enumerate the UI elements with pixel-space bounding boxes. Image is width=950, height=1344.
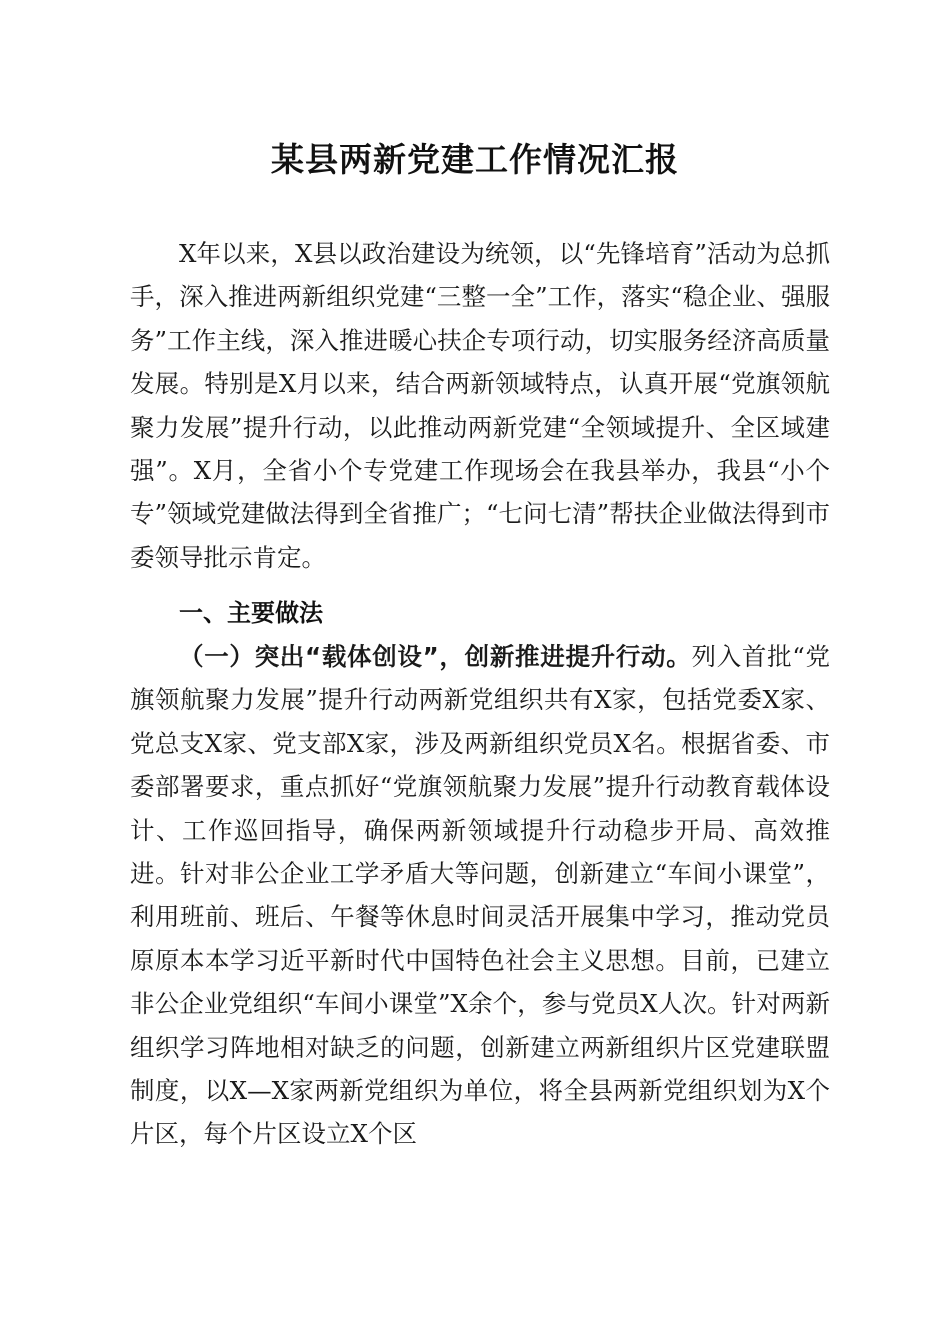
intro-paragraph-block bbox=[130, 232, 830, 579]
intro-paragraph: X年以来，X县以政治建设为统领，以“先锋培育”活动为总抓手，深入推进两新组织党建“三整一全”工作，落实“稳企业、强服务”工作主线，深入推进暖心扶企专项行动，切实服务经济高质量发展。特别是X月以来，结合两新领域特点，认真开展“党旗领航聚力发展”提升行动，以此推动两新党建“全领域提升、全区域建强”。X月，全省小个专党建工作现场会在我县举办，我县“小个专”领域党建做法得到全省推广；“七问七清”帮扶企业做法得到市委领导批示肯定。 bbox=[130, 239, 830, 572]
subsection-paragraph bbox=[130, 635, 830, 1156]
subsection-heading: （一）突出“载体创设”，创新推进提升行动。 bbox=[179, 642, 692, 671]
document-title: 某县两新党建工作情况汇报 bbox=[271, 140, 679, 179]
subsection-clip bbox=[130, 635, 830, 1163]
subsection-paragraph-block bbox=[130, 635, 830, 1156]
section-heading: 一、主要做法 bbox=[179, 599, 323, 627]
subsection-body: 列入首批“党旗领航聚力发展”提升行动两新党组织共有X家，包括党委X家、党总支X家、党支部X家，涉及两新组织党员X名。根据省委、市委部署要求，重点抓好“党旗领航聚力发展”提升行动教育载体设计、工作巡回指导，确保两新领域提升行动稳步开局、高效推进。针对非公企业工学矛盾大等问题，创新建立“车间小课堂”，利用班前、班后、午餐等休息时间灵活开展集中学习，推动党员原原本本学习近平新时代中国特色社会主义思想。目前，已建立非公企业党组织“车间小课堂”X余个，参与党员X人次。针对两新组织学习阵地相对缺乏的问题，创新建立两新组织片区党建联盟制度，以X—X家两新党组织为单位，将全县两新党组织划为X个片区，每个片区设立X个区 bbox=[130, 642, 830, 1149]
